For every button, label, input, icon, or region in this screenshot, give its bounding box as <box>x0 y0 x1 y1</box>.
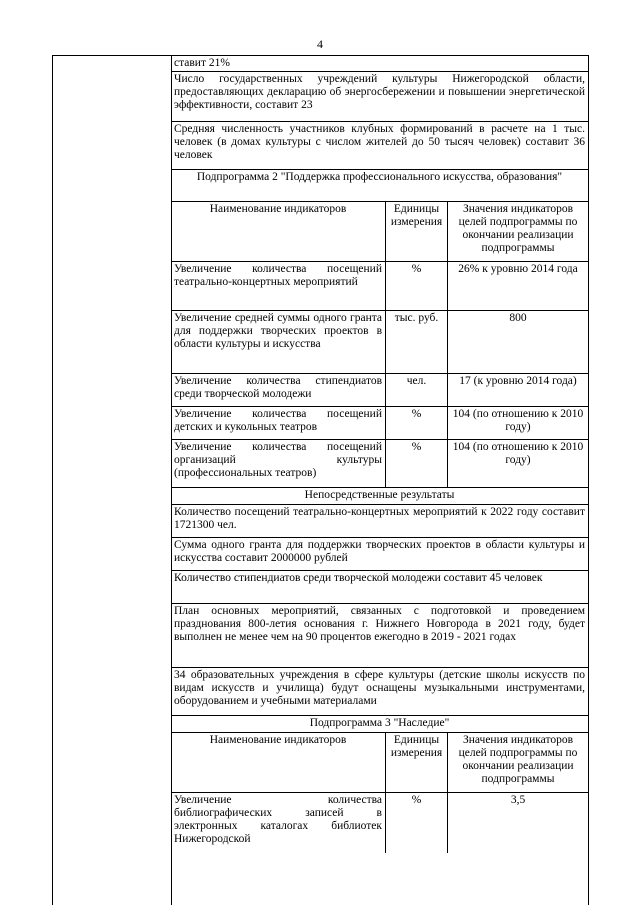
subprogram-2-title: Подпрограмма 2 "Поддержка профессионального искусства, образования" <box>171 170 588 202</box>
result-item: Количество стипендиатов среди творческой молодежи составит 45 человек <box>171 571 588 604</box>
left-label-column <box>53 56 172 905</box>
indicator-name: Увеличение количества посещений детских и кукольных театров <box>171 407 386 439</box>
indicator-value: 104 (по отношению к 2010 году) <box>452 441 584 466</box>
table-row <box>171 374 588 407</box>
indicator-value: 17 (к уровню 2014 года) <box>459 375 577 387</box>
text-row-club-participants: Средняя численность участников клубных формирований в расчете на 1 тыс. человек (в домах культуры с числом жителей до 50 тысяч человек) составит 36 человек <box>171 122 588 170</box>
indicator-unit: % <box>386 793 448 853</box>
content-column <box>171 56 588 905</box>
subprogram-3-header-row <box>171 733 588 793</box>
header-unit: Единицы измерения <box>386 733 448 792</box>
subprogram-2-header-row <box>171 202 588 262</box>
header-indicator-name: Наименование индикаторов <box>171 733 386 792</box>
header-target-value: Значения индикаторов целей подпрограммы по окончании реализации подпрограммы <box>458 734 578 785</box>
indicator-value: 26% к уровню 2014 года <box>458 263 578 275</box>
page-number: 4 <box>317 37 323 51</box>
result-item: Количество посещений театрально-концертных мероприятий к 2022 году составит 1721300 чел. <box>171 505 588 538</box>
indicator-name: Увеличение количества посещений театрально-концертных мероприятий <box>171 262 386 310</box>
indicator-name: Увеличение количества стипендиатов среди творческой молодежи <box>171 374 386 406</box>
table-row <box>171 793 588 853</box>
indicator-name: Увеличение количества библиографических записей в электронных каталогах библиотек Нижегородской <box>171 793 386 853</box>
indicator-value: 3,5 <box>510 794 526 806</box>
header-indicator-name: Наименование индикаторов <box>171 202 386 261</box>
indicator-unit: % <box>386 440 448 487</box>
header-target-value: Значения индикаторов целей подпрограммы по окончании реализации подпрограммы <box>458 203 578 254</box>
subprogram-3-title: Подпрограмма 3 "Наследие" <box>171 716 588 733</box>
indicator-name: Увеличение количества посещений организаций культуры (профессиональных театров) <box>171 440 386 487</box>
table-row <box>171 407 588 440</box>
indicator-unit: % <box>386 262 448 310</box>
indicator-value: 800 <box>509 312 527 324</box>
result-item: Сумма одного гранта для поддержки творческих проектов в области культуры и искусства составит 2000000 рублей <box>171 538 588 571</box>
result-item: 34 образовательных учреждения в сфере культуры (детские школы искусств по видам искусств и училища) будут оснащены музыкальными инструментами, оборудованием и учебными материалами <box>171 668 588 716</box>
text-row-continued: ставит 21% <box>171 56 588 72</box>
table-row <box>171 440 588 488</box>
indicator-value: 104 (по отношению к 2010 году) <box>452 408 584 433</box>
text-row-energy-declaration: Число государственных учреждений культуры Нижегородской области, предоставляющих декларацию об энергосбережении и повышении энергетической эффективности, составит 23 <box>171 72 588 122</box>
document-table <box>52 55 589 905</box>
indicator-unit: % <box>386 407 448 439</box>
table-row <box>171 311 588 374</box>
result-item: План основных мероприятий, связанных с подготовкой и проведением празднования 800-летия основания г. Нижнего Новгорода в 2021 году, будет выполнен не менее чем на 90 процентов ежегодно в 2019 - 2021 годах <box>171 604 588 668</box>
table-row <box>171 262 588 311</box>
header-unit: Единицы измерения <box>386 202 448 261</box>
indicator-name: Увеличение средней суммы одного гранта для поддержки творческих проектов в области культуры и искусства <box>171 311 386 373</box>
results-title: Непосредственные результаты <box>171 488 588 505</box>
indicator-unit: чел. <box>386 374 448 406</box>
indicator-unit: тыс. руб. <box>386 311 448 373</box>
